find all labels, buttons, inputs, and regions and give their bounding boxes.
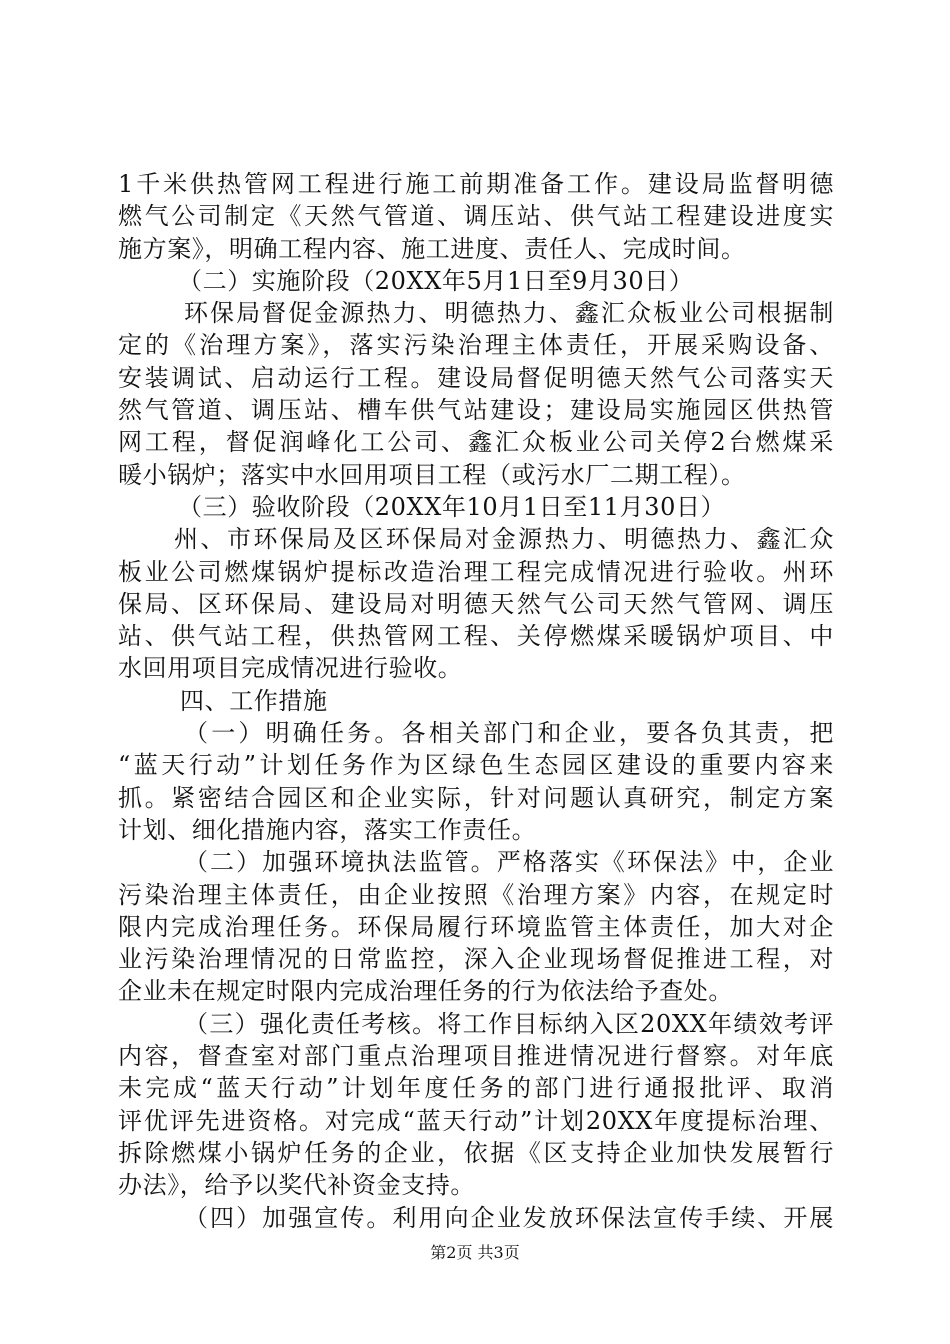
text-line: 然气管道、调压站、槽车供气站建设；建设局实施园区供热管 bbox=[118, 396, 834, 425]
text-line: 计划、细化措施内容，落实工作责任。 bbox=[118, 815, 537, 844]
text-line: 1千米供热管网工程进行施工前期准备工作。建设局监督明德 bbox=[118, 170, 834, 198]
text-line: 业污染治理情况的日常监控，深入企业现场督促推进工程，对 bbox=[118, 945, 834, 974]
text-line: 暖小锅炉；落实中水回用项目工程（或污水厂二期工程）。 bbox=[118, 460, 746, 489]
text-line: 内容，督查室对部门重点治理项目推进情况进行督察。对年底 bbox=[118, 1042, 834, 1071]
text-line: 评优评先进资格。对完成“蓝天行动”计划20XX年度提标治理、 bbox=[118, 1106, 834, 1135]
text-line: 保局、区环保局、建设局对明德天然气公司天然气管网、调压 bbox=[118, 589, 834, 618]
text-line: （二）加强环境执法监管。严格落实《环保法》中，企业 bbox=[184, 848, 834, 877]
text-line: 定的《治理方案》，落实污染治理主体责任，开展采购设备、 bbox=[118, 331, 834, 360]
text-line: 四、工作措施 bbox=[180, 686, 328, 715]
text-line: 限内完成治理任务。环保局履行环境监管主体责任，加大对企 bbox=[118, 912, 834, 941]
text-line: 网工程，督促润峰化工公司、鑫汇众板业公司关停2台燃煤采 bbox=[118, 428, 834, 457]
text-line: 未完成“蓝天行动”计划年度任务的部门进行通报批评、取消 bbox=[118, 1074, 834, 1103]
text-line: 环保局督促金源热力、明德热力、鑫汇众板业公司根据制 bbox=[184, 299, 834, 328]
text-line: （一）明确任务。各相关部门和企业，要各负其责，把 bbox=[184, 719, 834, 748]
text-line: （四）加强宣传。利用向企业发放环保法宣传手续、开展 bbox=[184, 1203, 834, 1232]
text-line: （三）强化责任考核。将工作目标纳入区20XX年绩效考评 bbox=[184, 1009, 834, 1038]
text-line: 水回用项目完成情况进行验收。 bbox=[118, 654, 463, 683]
text-line: 企业未在规定时限内完成治理任务的行为依法给予查处。 bbox=[118, 977, 733, 1006]
document-body bbox=[118, 168, 834, 1234]
text-line: 燃气公司制定《天然气管道、调压站、供气站工程建设进度实 bbox=[118, 202, 834, 231]
text-line: 安装调试、启动运行工程。建设局督促明德天然气公司落实天 bbox=[118, 363, 834, 392]
text-line: 抓。紧密结合园区和企业实际，针对问题认真研究，制定方案 bbox=[118, 783, 834, 812]
text-line: 板业公司燃煤锅炉提标改造治理工程完成情况进行验收。州环 bbox=[118, 557, 834, 586]
text-line: 办法》，给予以奖代补资金支持。 bbox=[118, 1171, 475, 1200]
text-line: （三）验收阶段（20XX年10月1日至11月30日） bbox=[178, 492, 726, 521]
text-line: 拆除燃煤小锅炉任务的企业，依据《区支持企业加快发展暂行 bbox=[118, 1138, 834, 1167]
text-line: （二）实施阶段（20XX年5月1日至9月30日） bbox=[178, 266, 694, 295]
text-line: 站、供气站工程，供热管网工程、关停燃煤采暖锅炉项目、中 bbox=[118, 622, 834, 651]
page-footer: 第2页 共3页 bbox=[430, 1243, 520, 1262]
text-line: 州、市环保局及区环保局对金源热力、明德热力、鑫汇众 bbox=[174, 525, 834, 554]
text-line: “蓝天行动”计划任务作为区绿色生态园区建设的重要内容来 bbox=[118, 751, 834, 780]
text-line: 污染治理主体责任，由企业按照《治理方案》内容，在规定时 bbox=[118, 880, 834, 909]
text-line: 施方案》，明确工程内容、施工进度、责任人、完成时间。 bbox=[118, 234, 746, 263]
